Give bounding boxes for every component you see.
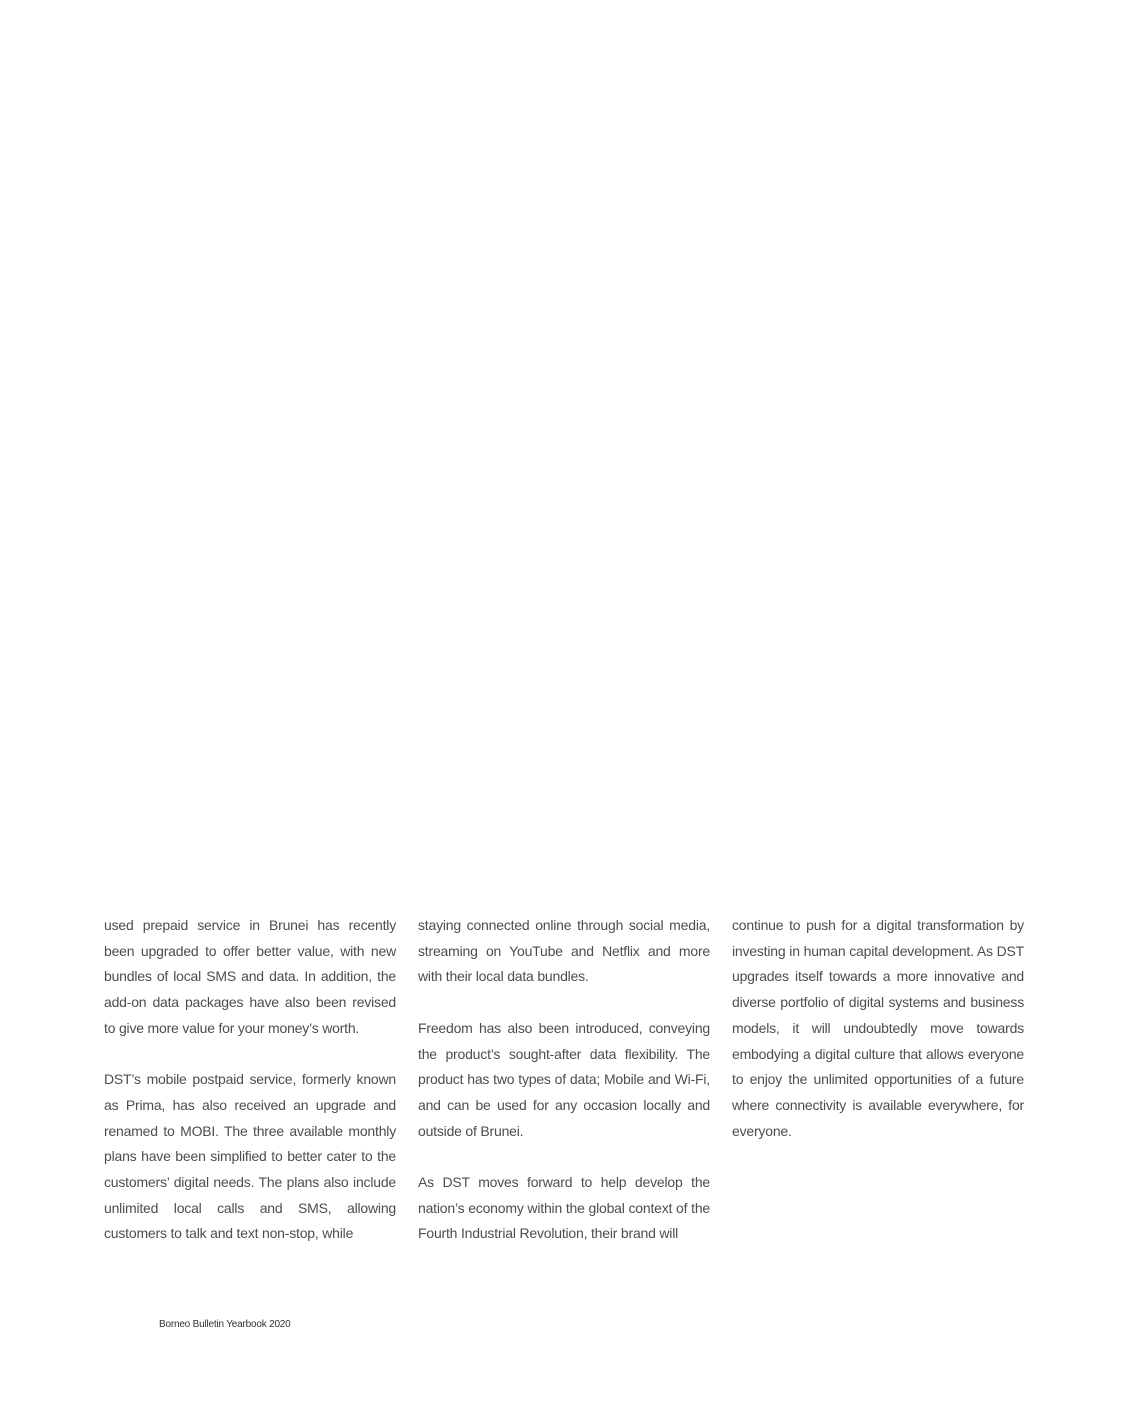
paragraph: staying connected online through social media, streaming on YouTube and Netflix and more with their local data bundles. bbox=[418, 917, 710, 985]
article-column-1 bbox=[104, 913, 396, 1247]
article-column-3 bbox=[732, 913, 1024, 1144]
paragraph: Freedom has also been introduced, conveying the product’s sought-after data flexibility. The product has two types of data; Mobile and Wi-Fi, and can be used for any occasion locally and outside of Brunei. bbox=[418, 1019, 710, 1139]
article-column-2 bbox=[418, 913, 710, 1247]
paragraph: used prepaid service in Brunei has recently been upgraded to offer better value, with new bundles of local SMS and data. In addition, the add-on data packages have also been revised to give more value for your money’s worth. bbox=[104, 917, 396, 1036]
paragraph: As DST moves forward to help develop the nation’s economy within the global context of the Fourth Industrial Revolution, their brand will bbox=[418, 1174, 710, 1242]
page-footer-publication: Borneo Bulletin Yearbook 2020 bbox=[159, 1319, 291, 1330]
paragraph: DST’s mobile postpaid service, formerly known as Prima, has also received an upgrade and renamed to MOBI. The three available monthly plans have been simplified to better cater to the customers’ digital needs. The plans also include unlimited local calls and SMS, allowing customers to talk and text non-stop, while bbox=[104, 1071, 396, 1242]
paragraph: continue to push for a digital transformation by investing in human capital development. As DST upgrades itself towards a more innovative and diverse portfolio of digital systems and business models, it will undoubtedly move towards embodying a digital culture that allows everyone to enjoy the unlimited opportunities of a future where connectivity is available everywhere, for everyone. bbox=[732, 917, 1024, 1139]
